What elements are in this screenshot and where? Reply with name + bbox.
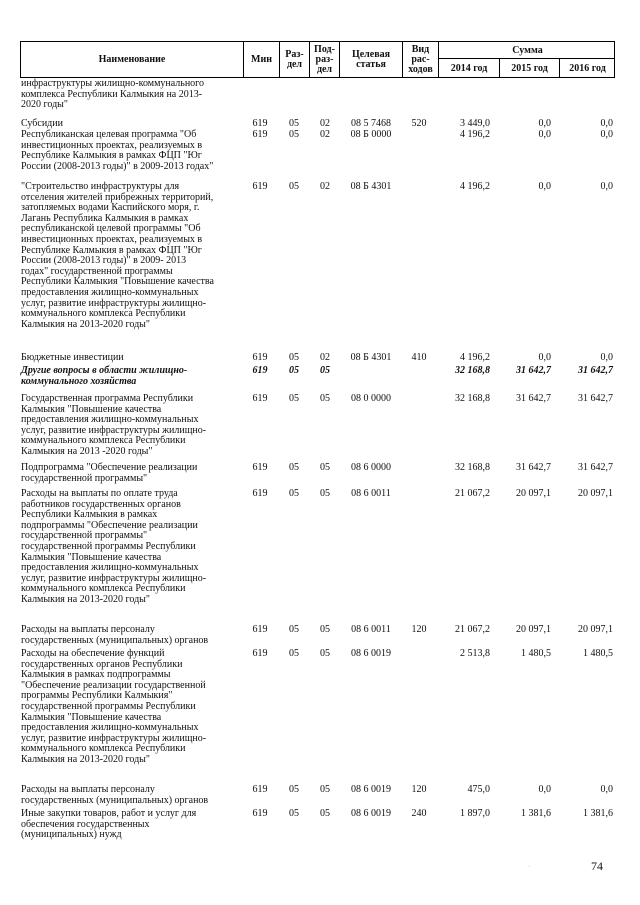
cell-y2014: 475,0	[467, 784, 490, 795]
cell-y2016: 0,0	[600, 118, 613, 129]
cell-y2015: 31 642,7	[516, 462, 551, 473]
cell-y2016: 31 642,7	[578, 393, 613, 404]
cell-y2014: 21 067,2	[455, 488, 490, 499]
cell-name: Субсидии	[21, 118, 63, 129]
cell-name: Другие вопросы в области жилищно- коммунального хозяйства	[21, 365, 188, 387]
cell-min: 619	[252, 129, 268, 140]
cell-y2014: 4 196,2	[460, 181, 490, 192]
cell-podrazdel: 05	[320, 784, 330, 795]
cell-y2015: 20 097,1	[516, 624, 551, 635]
cell-razdel: 05	[289, 181, 299, 192]
cell-razdel: 05	[289, 129, 299, 140]
cell-statya: 08 0 0000	[351, 393, 391, 404]
table-header	[20, 41, 615, 78]
header-2015: 2015 год	[511, 62, 548, 74]
cell-name: Расходы на обеспечение функций государственных органов Республики Калмыкия в рамках подпрограммы "Обеспечение реализации государственной программы Республики Калмыкия" государственной программы Республики Калмыкия "Повышение качества предоставления жилищно-коммунальных услуг, развитие инфраструктуры жилищно- коммунального комплекса Республики Калмыкия на 2013-2020 годы"	[21, 648, 207, 765]
cell-name: Бюджетные инвестиции	[21, 352, 124, 363]
header-min: Мин	[251, 53, 272, 65]
cell-y2014: 21 067,2	[455, 624, 490, 635]
cell-y2016: 31 642,7	[578, 365, 613, 376]
cell-y2015: 1 381,6	[521, 808, 551, 819]
cell-razdel: 05	[289, 624, 299, 635]
cell-podrazdel: 02	[320, 352, 330, 363]
cell-statya: 08 Б 4301	[350, 181, 392, 192]
cell-vid: 120	[411, 784, 427, 795]
cell-y2015: 20 097,1	[516, 488, 551, 499]
header-podrazdel: Под- раз- дел	[314, 43, 335, 75]
header-2014: 2014 год	[450, 62, 488, 74]
cell-y2015: 0,0	[538, 181, 551, 192]
cell-y2016: 1 381,6	[583, 808, 613, 819]
header-name: Наименование	[98, 53, 166, 65]
cell-min: 619	[252, 808, 268, 819]
page-number: 74	[591, 859, 603, 873]
header-statya: Целевая статья	[351, 48, 391, 70]
cell-razdel: 05	[289, 393, 299, 404]
cell-min: 619	[252, 181, 268, 192]
cell-min: 619	[252, 624, 268, 635]
cell-y2014: 1 897,0	[460, 808, 490, 819]
cell-y2016: 0,0	[600, 784, 613, 795]
cell-podrazdel: 05	[320, 648, 330, 659]
cell-y2014: 32 168,8	[455, 365, 490, 376]
cell-podrazdel: 05	[320, 808, 330, 819]
cell-name: Расходы на выплаты по оплате труда работников государственных органов Республики Калмыкия в рамках подпрограммы "Обеспечение реализации государственной программы" государственной программы Республики Калмыкия "Повышение качества предоставления жилищно-коммунальных услуг, развитие инфраструктуры жилищно- коммунального комплекса Республики Калмыкия на 2013-2020 годы"	[21, 488, 207, 605]
cell-name: Расходы на выплаты персоналу государственных (муниципальных) органов	[21, 624, 209, 646]
cell-y2014: 4 196,2	[460, 352, 490, 363]
cell-podrazdel: 05	[320, 365, 330, 376]
cell-y2015: 0,0	[538, 129, 551, 140]
cell-min: 619	[252, 462, 268, 473]
cell-podrazdel: 02	[320, 181, 330, 192]
cell-y2015: 1 480,5	[521, 648, 551, 659]
cell-min: 619	[252, 118, 268, 129]
cell-y2015: 0,0	[538, 118, 551, 129]
cell-statya: 08 Б 4301	[350, 352, 392, 363]
cell-name: Подпрограмма "Обеспечение реализации государственной программы"	[21, 462, 198, 484]
cell-y2014: 32 168,8	[455, 393, 490, 404]
cell-y2016: 31 642,7	[578, 462, 613, 473]
cell-podrazdel: 05	[320, 462, 330, 473]
cell-min: 619	[252, 648, 268, 659]
header-vid: Вид рас- ходов	[408, 43, 433, 75]
cell-y2016: 0,0	[600, 129, 613, 140]
cell-y2014: 3 449,0	[460, 118, 490, 129]
cell-y2015: 31 642,7	[516, 365, 551, 376]
cell-y2016: 1 480,5	[583, 648, 613, 659]
cell-statya: 08 6 0019	[351, 784, 391, 795]
cell-razdel: 05	[289, 784, 299, 795]
cell-vid: 120	[411, 624, 427, 635]
cell-y2014: 4 196,2	[460, 129, 490, 140]
cell-y2015: 31 642,7	[516, 393, 551, 404]
cell-y2016: 0,0	[600, 352, 613, 363]
cell-vid: 240	[411, 808, 427, 819]
cell-statya: 08 6 0011	[351, 488, 391, 499]
cell-y2016: 0,0	[600, 181, 613, 192]
cell-podrazdel: 05	[320, 393, 330, 404]
cell-statya: 08 5 7468	[351, 118, 391, 129]
cell-min: 619	[252, 352, 268, 363]
cell-name: Расходы на выплаты персоналу государственных (муниципальных) органов	[21, 784, 209, 806]
cell-podrazdel: 05	[320, 624, 330, 635]
cell-min: 619	[252, 365, 268, 376]
cell-podrazdel: 02	[320, 129, 330, 140]
cell-name: Государственная программа Республики Калмыкия "Повышение качества предоставления жилищно-коммунальных услуг, развитие инфраструктуры жилищно- коммунального комплекса Республики Калмыкия на 2013 -2020 годы"	[21, 393, 207, 457]
cell-statya: 08 6 0019	[351, 808, 391, 819]
cell-y2014: 2 513,8	[460, 648, 490, 659]
header-2016: 2016 год	[569, 62, 606, 74]
cell-statya: 08 6 0019	[351, 648, 391, 659]
cell-razdel: 05	[289, 365, 299, 376]
cell-podrazdel: 05	[320, 488, 330, 499]
cell-razdel: 05	[289, 488, 299, 499]
cell-razdel: 05	[289, 118, 299, 129]
cell-statya: 08 6 0000	[351, 462, 391, 473]
cell-name: Республиканская целевая программа "Об инвестиционных проектах, реализуемых в Республике Калмыкия в рамках ФЦП "Юг России (2008-2013 годы)" в 2009-2013 годах"	[21, 129, 214, 172]
scan-speck: ·	[528, 864, 530, 870]
cell-y2016: 20 097,1	[578, 624, 613, 635]
cell-statya: 08 6 0011	[351, 624, 391, 635]
cell-y2015: 0,0	[538, 352, 551, 363]
cell-razdel: 05	[289, 352, 299, 363]
cell-y2015: 0,0	[538, 784, 551, 795]
cell-min: 619	[252, 393, 268, 404]
cell-razdel: 05	[289, 648, 299, 659]
cell-vid: 410	[411, 352, 427, 363]
header-summa: Сумма	[512, 44, 543, 56]
cell-name: Иные закупки товаров, работ и услуг для обеспечения государственных (муниципальных) нужд	[21, 808, 197, 841]
cell-min: 619	[252, 784, 268, 795]
cell-razdel: 05	[289, 808, 299, 819]
cell-y2016: 20 097,1	[578, 488, 613, 499]
cell-vid: 520	[411, 118, 427, 129]
header-razdel: Раз- дел	[285, 48, 304, 70]
cell-podrazdel: 02	[320, 118, 330, 129]
cell-razdel: 05	[289, 462, 299, 473]
cell-min: 619	[252, 488, 268, 499]
cell-statya: 08 Б 0000	[350, 129, 392, 140]
cell-y2014: 32 168,8	[455, 462, 490, 473]
cell-name: "Строительство инфраструктуры для отселения жителей прибрежных территорий, затопляемых водами Каспийского моря, г. Лагань Республика Калмыкия в рамках республиканской целевой программы "Об инвестиционных проектах, реализуемых в Республике Калмыкия в рамках ФЦП "Юг России (2008-2013 годы)" в 2009- 2013 годах" государственной программы Республики Калмыкия "Повышение качества предоставления жилищно-коммунальных услуг, развитие инфраструктуры жилищно- коммунального комплекса Республики Калмыкия на 2013-2020 годы"	[21, 181, 214, 330]
cell-name: инфраструктуры жилищно-коммунального комплекса Республики Калмыкия на 2013- 2020 годы"	[21, 78, 205, 111]
